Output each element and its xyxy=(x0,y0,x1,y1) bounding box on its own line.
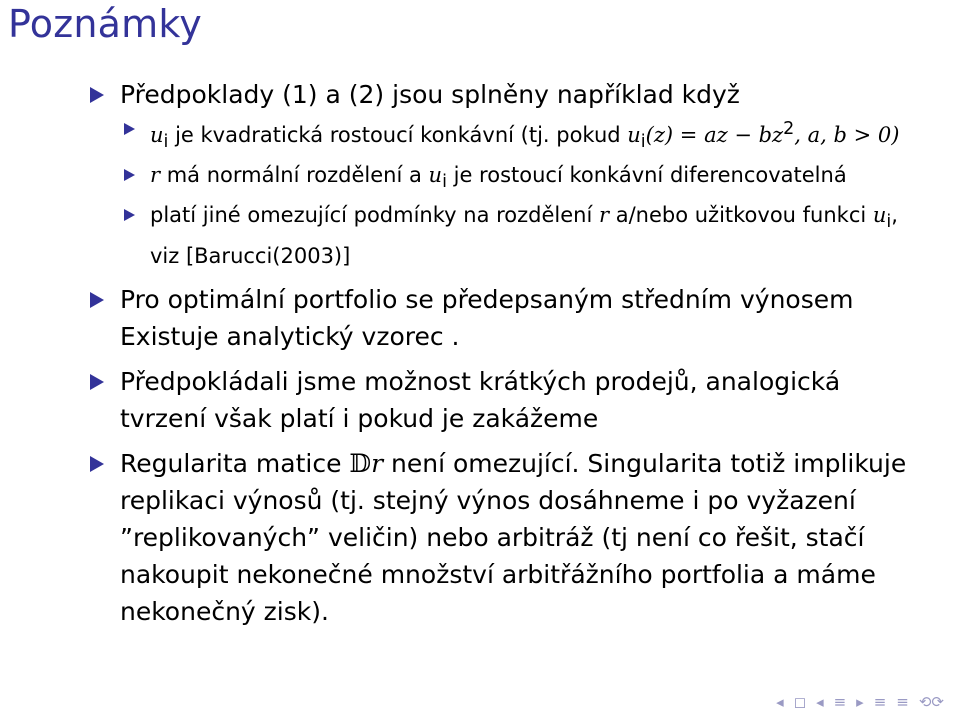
subbullet-item-2 xyxy=(120,159,928,199)
bullet-triangle-icon xyxy=(90,87,104,103)
math-var-r: r xyxy=(598,203,610,228)
beamer-navigation xyxy=(776,693,944,711)
nav-align-icon[interactable]: ≡ xyxy=(896,693,909,711)
math-var-u: u xyxy=(428,163,443,188)
text-fragment: má normální rozdělení a xyxy=(160,163,429,188)
bullet-item-4 xyxy=(88,445,928,630)
text-fragment: a/nebo užitkovou funkci xyxy=(609,203,873,228)
bullet-triangle-icon xyxy=(90,292,104,308)
math-expression: (z) = az − bz xyxy=(645,123,784,147)
math-sup: 2 xyxy=(783,119,795,139)
text-fragment: Regularita matice xyxy=(120,448,350,478)
bullet-text: Pro optimální portfolio se předepsaným středním výnosem Existuje analytický vzorec . xyxy=(120,284,854,351)
sublist xyxy=(120,113,928,273)
text-fragment: platí jiné omezující podmínky na rozdělení xyxy=(150,203,599,228)
math-sub: i xyxy=(163,132,169,153)
slide-content xyxy=(88,76,928,638)
text-fragment: je rostoucí konkávní diferencovatelná xyxy=(446,163,847,188)
bullet-item-3 xyxy=(88,363,928,437)
nav-next-icon[interactable]: ▸ xyxy=(856,693,864,711)
nav-section-icon[interactable]: ≡ xyxy=(833,693,847,711)
bullet-text: Předpoklady (1) a (2) jsou splněny například když xyxy=(120,80,740,109)
text-fragment: , viz [Barucci(2003)] xyxy=(150,203,898,268)
bullet-triangle-icon xyxy=(90,374,104,390)
nav-first-icon[interactable]: ◂ xyxy=(776,693,784,711)
math-sub: i xyxy=(442,172,447,193)
subbullet-item-1 xyxy=(120,113,928,159)
math-var-r: r xyxy=(371,448,384,478)
nav-search-icon[interactable]: ⟲⟳ xyxy=(918,693,944,711)
text-fragment: není omezující. Singularita totiž implikuje replikaci výnosů (tj. stejný výnos dosáhneme i po vyžazení ”replikovaných” veličin) nebo arbitráž (tj není co řešit, stačí nakoupit nekonečné množství arbitřážního portfolia a máme nekonečný zisk). xyxy=(120,448,907,626)
bullet-triangle-icon xyxy=(124,169,135,181)
nav-frame-icon[interactable]: ◻ xyxy=(793,693,807,711)
bullet-triangle-icon xyxy=(90,456,104,472)
blackboard-d-symbol: 𝔻 xyxy=(349,448,372,478)
math-var-u: u xyxy=(627,123,641,147)
math-var-u: u xyxy=(872,203,887,228)
text-fragment: je kvadratická rostoucí konkávní (tj. pokud xyxy=(168,123,628,147)
bullet-text: Předpokládali jsme možnost krátkých prodejů, analogická tvrzení však platí i pokud je zakážeme xyxy=(120,366,841,433)
math-sub: i xyxy=(886,212,892,233)
math-var-u: u xyxy=(150,123,164,147)
math-var-r: r xyxy=(150,163,161,188)
bullet-item-2 xyxy=(88,281,928,355)
bullet-triangle-icon xyxy=(124,209,135,221)
math-expression: , a, b > 0) xyxy=(794,123,900,147)
bullet-triangle-icon xyxy=(124,123,135,135)
bullet-item-1 xyxy=(88,76,928,273)
nav-subsection-icon[interactable]: ≡ xyxy=(873,693,887,711)
slide-title: Poznámky xyxy=(8,2,202,46)
math-sub: i xyxy=(640,132,646,153)
nav-prev-icon[interactable]: ◂ xyxy=(816,693,824,711)
subbullet-item-3 xyxy=(120,199,928,272)
